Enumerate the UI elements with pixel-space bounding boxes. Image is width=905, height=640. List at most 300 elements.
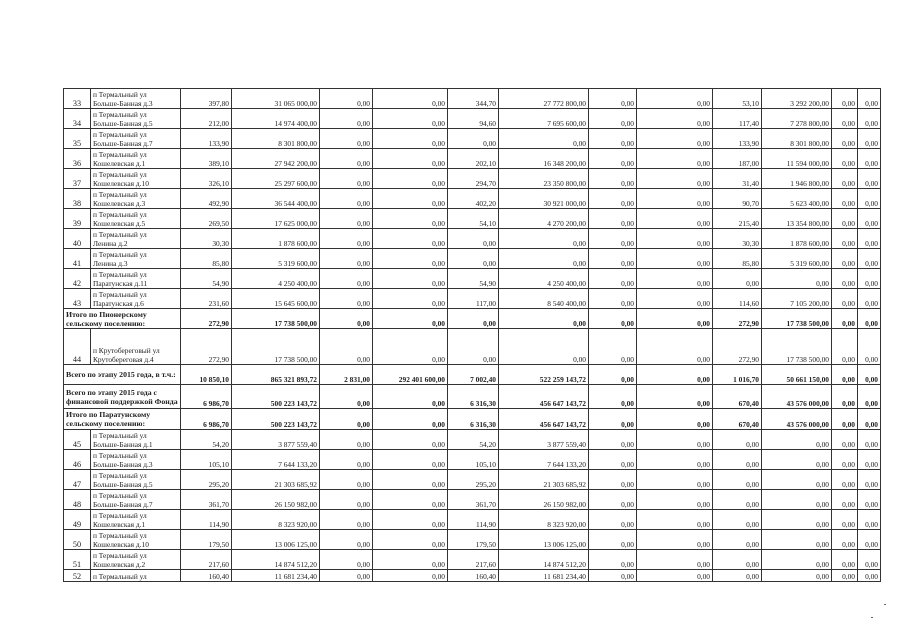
- value-cell: 0,00: [637, 169, 713, 189]
- value-cell: 54,20: [448, 430, 499, 450]
- value-cell: 0,00: [320, 530, 373, 550]
- address-line: Больше-Банная д.7: [93, 139, 153, 148]
- address-line: Кошелевская д.10: [93, 179, 149, 188]
- value-cell: 0,00: [320, 510, 373, 530]
- value-cell: 0,00: [832, 249, 858, 269]
- value-cell: 160,40: [181, 570, 232, 582]
- address-line: п Термальный ул: [93, 150, 147, 159]
- value-cell: 0,00: [448, 309, 499, 329]
- value-cell: 500 223 143,72: [232, 385, 320, 409]
- value-cell: 8 323 920,00: [232, 510, 320, 530]
- value-cell: 0,00: [589, 249, 637, 269]
- value-cell: 0,00: [589, 570, 637, 582]
- value-cell: 0,00: [713, 430, 762, 450]
- address-cell: [91, 289, 181, 309]
- value-cell: 0,00: [858, 89, 881, 109]
- value-cell: 6 316,30: [448, 385, 499, 409]
- address-line: п Термальный ул: [93, 290, 147, 299]
- value-cell: 1 878 600,00: [232, 229, 320, 249]
- value-cell: 670,40: [713, 385, 762, 409]
- value-cell: 0,00: [589, 109, 637, 129]
- value-cell: 269,50: [181, 209, 232, 229]
- value-cell: 0,00: [832, 430, 858, 450]
- value-cell: 0,00: [373, 450, 448, 470]
- value-cell: 361,70: [181, 490, 232, 510]
- value-cell: 0,00: [320, 430, 373, 450]
- scan-mark: [884, 604, 886, 605]
- address-cell: [91, 450, 181, 470]
- value-cell: 21 303 685,92: [232, 470, 320, 490]
- value-cell: 25 297 600,00: [232, 169, 320, 189]
- address-cell: [91, 89, 181, 109]
- value-cell: 0,00: [320, 149, 373, 169]
- value-cell: 17 738 500,00: [232, 309, 320, 329]
- table-row: [64, 329, 881, 365]
- value-cell: 11 594 000,00: [762, 149, 832, 169]
- value-cell: 6 316,30: [448, 409, 499, 430]
- value-cell: 0,00: [637, 385, 713, 409]
- value-cell: 361,70: [448, 490, 499, 510]
- value-cell: 202,10: [448, 149, 499, 169]
- value-cell: 0,00: [320, 289, 373, 309]
- value-cell: 0,00: [637, 89, 713, 109]
- address-cell: [91, 430, 181, 450]
- value-cell: 54,20: [181, 430, 232, 450]
- value-cell: 5 319 600,00: [762, 249, 832, 269]
- subtotal-label: Итого по Пионерскому сельскому поселению:: [64, 309, 181, 329]
- table-row: [64, 490, 881, 510]
- address-line: п Термальный ул: [93, 90, 147, 99]
- value-cell: 231,60: [181, 289, 232, 309]
- row-number: 39: [64, 209, 91, 229]
- row-number: 35: [64, 129, 91, 149]
- value-cell: 30,30: [181, 229, 232, 249]
- value-cell: 4 270 200,00: [499, 209, 589, 229]
- value-cell: 179,50: [448, 530, 499, 550]
- value-cell: 0,00: [589, 450, 637, 470]
- value-cell: 43 576 000,00: [762, 409, 832, 430]
- value-cell: 0,00: [762, 269, 832, 289]
- value-cell: 0,00: [832, 129, 858, 149]
- value-cell: 0,00: [589, 510, 637, 530]
- value-cell: 17 738 500,00: [232, 329, 320, 365]
- value-cell: 456 647 143,72: [499, 409, 589, 430]
- table-row: [64, 209, 881, 229]
- value-cell: 0,00: [832, 309, 858, 329]
- value-cell: 0,00: [589, 209, 637, 229]
- value-cell: 8 301 800,00: [762, 129, 832, 149]
- value-cell: 90,70: [713, 189, 762, 209]
- value-cell: 13 006 125,00: [232, 530, 320, 550]
- address-cell: [91, 109, 181, 129]
- value-cell: 0,00: [320, 309, 373, 329]
- table-row: [64, 249, 881, 269]
- value-cell: 0,00: [832, 269, 858, 289]
- value-cell: 0,00: [637, 450, 713, 470]
- value-cell: 0,00: [448, 329, 499, 365]
- value-cell: 0,00: [320, 129, 373, 149]
- value-cell: 105,10: [181, 450, 232, 470]
- address-line: п Термальный ул: [93, 551, 147, 560]
- value-cell: 17 738 500,00: [762, 309, 832, 329]
- table-row: [64, 570, 881, 582]
- value-cell: 0,00: [320, 269, 373, 289]
- value-cell: 0,00: [320, 409, 373, 430]
- value-cell: 0,00: [832, 530, 858, 550]
- value-cell: 0,00: [589, 409, 637, 430]
- value-cell: 8 540 400,00: [499, 289, 589, 309]
- value-cell: 865 321 893,72: [232, 365, 320, 385]
- address-line: Ленина д.2: [93, 239, 128, 248]
- row-number: 33: [64, 89, 91, 109]
- value-cell: 0,00: [589, 385, 637, 409]
- value-cell: 0,00: [589, 530, 637, 550]
- value-cell: 26 150 982,00: [232, 490, 320, 510]
- value-cell: 117,40: [713, 109, 762, 129]
- total-row: [64, 309, 881, 329]
- value-cell: 0,00: [373, 510, 448, 530]
- table-row: [64, 109, 881, 129]
- value-cell: 1 878 600,00: [762, 229, 832, 249]
- value-cell: 0,00: [858, 365, 881, 385]
- value-cell: 0,00: [320, 89, 373, 109]
- value-cell: 3 292 200,00: [762, 89, 832, 109]
- table-row: [64, 169, 881, 189]
- row-number: 52: [64, 570, 91, 582]
- address-line: п Термальный ул: [93, 491, 147, 500]
- address-cell: [91, 470, 181, 490]
- value-cell: 0,00: [637, 229, 713, 249]
- row-number: 37: [64, 169, 91, 189]
- address-line: п Термальный ул: [93, 110, 147, 119]
- value-cell: 0,00: [858, 189, 881, 209]
- value-cell: 105,10: [448, 450, 499, 470]
- table-row: [64, 470, 881, 490]
- value-cell: 1 946 800,00: [762, 169, 832, 189]
- value-cell: 43 576 000,00: [762, 385, 832, 409]
- value-cell: 0,00: [713, 490, 762, 510]
- value-cell: 0,00: [858, 550, 881, 570]
- row-number: 47: [64, 470, 91, 490]
- value-cell: 292 401 600,00: [373, 365, 448, 385]
- value-cell: 0,00: [373, 169, 448, 189]
- address-cell: [91, 490, 181, 510]
- value-cell: 0,00: [499, 249, 589, 269]
- address-line: Кошелевская д.1: [93, 159, 146, 168]
- value-cell: 14 974 400,00: [232, 109, 320, 129]
- value-cell: 0,00: [589, 189, 637, 209]
- value-cell: 15 645 600,00: [232, 289, 320, 309]
- subtotal-label: Итого по Паратунскому сельскому поселению:: [64, 409, 181, 430]
- value-cell: 0,00: [373, 289, 448, 309]
- value-cell: 114,90: [181, 510, 232, 530]
- value-cell: 0,00: [637, 430, 713, 450]
- housing-program-table: [63, 88, 881, 582]
- value-cell: 344,70: [448, 89, 499, 109]
- value-cell: 0,00: [858, 490, 881, 510]
- address-line: Кошелевская д.2: [93, 560, 146, 569]
- value-cell: 522 259 143,72: [499, 365, 589, 385]
- value-cell: 0,00: [320, 249, 373, 269]
- address-line: п Термальный ул: [93, 130, 147, 139]
- value-cell: 0,00: [637, 530, 713, 550]
- value-cell: 217,60: [181, 550, 232, 570]
- value-cell: 0,00: [589, 430, 637, 450]
- address-line: Больше-Банная д.5: [93, 119, 153, 128]
- address-line: Больше-Банная д.3: [93, 99, 153, 108]
- value-cell: 8 301 800,00: [232, 129, 320, 149]
- value-cell: 0,00: [762, 530, 832, 550]
- value-cell: 0,00: [373, 109, 448, 129]
- value-cell: 0,00: [320, 570, 373, 582]
- value-cell: 0,00: [589, 89, 637, 109]
- value-cell: 0,00: [832, 289, 858, 309]
- value-cell: 0,00: [713, 530, 762, 550]
- value-cell: 0,00: [858, 129, 881, 149]
- value-cell: 0,00: [589, 149, 637, 169]
- total-row: [64, 409, 881, 430]
- value-cell: 0,00: [637, 109, 713, 129]
- value-cell: 85,80: [181, 249, 232, 269]
- value-cell: 0,00: [320, 450, 373, 470]
- address-cell: [91, 129, 181, 149]
- value-cell: 0,00: [858, 309, 881, 329]
- value-cell: 0,00: [858, 530, 881, 550]
- table-row: [64, 89, 881, 109]
- value-cell: 0,00: [832, 329, 858, 365]
- value-cell: 402,20: [448, 189, 499, 209]
- value-cell: 160,40: [448, 570, 499, 582]
- value-cell: 187,00: [713, 149, 762, 169]
- value-cell: 0,00: [858, 229, 881, 249]
- value-cell: 27 772 800,00: [499, 89, 589, 109]
- address-line: п Термальный ул: [93, 190, 147, 199]
- value-cell: 0,00: [858, 385, 881, 409]
- value-cell: 0,00: [320, 490, 373, 510]
- value-cell: 0,00: [637, 365, 713, 385]
- value-cell: 0,00: [373, 385, 448, 409]
- value-cell: 14 874 512,20: [232, 550, 320, 570]
- address-line: п Термальный ул: [93, 230, 147, 239]
- value-cell: 36 544 400,00: [232, 189, 320, 209]
- value-cell: 31 065 000,00: [232, 89, 320, 109]
- value-cell: 2 831,00: [320, 365, 373, 385]
- address-line: п Термальный ул: [93, 431, 147, 440]
- value-cell: 31,40: [713, 169, 762, 189]
- value-cell: 0,00: [637, 409, 713, 430]
- address-cell: [91, 510, 181, 530]
- scan-mark: [871, 617, 873, 618]
- row-number: 46: [64, 450, 91, 470]
- value-cell: 0,00: [832, 409, 858, 430]
- address-line: п Термальный ул: [93, 170, 147, 179]
- value-cell: 0,00: [858, 169, 881, 189]
- value-cell: 13 354 800,00: [762, 209, 832, 229]
- value-cell: 0,00: [713, 570, 762, 582]
- row-number: 51: [64, 550, 91, 570]
- value-cell: 114,60: [713, 289, 762, 309]
- row-number: 50: [64, 530, 91, 550]
- value-cell: 17 625 000,00: [232, 209, 320, 229]
- value-cell: 0,00: [373, 209, 448, 229]
- address-cell: [91, 329, 181, 365]
- address-line: Кошелевская д.10: [93, 540, 149, 549]
- value-cell: 54,90: [448, 269, 499, 289]
- table-row: [64, 149, 881, 169]
- address-cell: [91, 269, 181, 289]
- value-cell: 0,00: [373, 329, 448, 365]
- total-row: [64, 365, 881, 385]
- table-row: [64, 189, 881, 209]
- value-cell: 0,00: [373, 229, 448, 249]
- value-cell: 0,00: [832, 470, 858, 490]
- value-cell: 0,00: [832, 510, 858, 530]
- address-cell: [91, 189, 181, 209]
- value-cell: 8 323 920,00: [499, 510, 589, 530]
- table-row: [64, 129, 881, 149]
- value-cell: 670,40: [713, 409, 762, 430]
- value-cell: 0,00: [832, 550, 858, 570]
- value-cell: 0,00: [858, 269, 881, 289]
- address-line: п Термальный ул: [93, 210, 147, 219]
- value-cell: 30 921 000,00: [499, 189, 589, 209]
- value-cell: 0,00: [589, 329, 637, 365]
- address-line: Кошелевская д.5: [93, 219, 146, 228]
- value-cell: 7 002,40: [448, 365, 499, 385]
- row-number: 49: [64, 510, 91, 530]
- address-line: Больше-Банная д.5: [93, 480, 153, 489]
- value-cell: 0,00: [713, 510, 762, 530]
- value-cell: 0,00: [858, 510, 881, 530]
- value-cell: 27 942 200,00: [232, 149, 320, 169]
- value-cell: 0,00: [858, 109, 881, 129]
- value-cell: 0,00: [320, 329, 373, 365]
- value-cell: 0,00: [589, 129, 637, 149]
- value-cell: 0,00: [637, 329, 713, 365]
- value-cell: 7 105 200,00: [762, 289, 832, 309]
- value-cell: 0,00: [589, 490, 637, 510]
- value-cell: 0,00: [589, 289, 637, 309]
- value-cell: 7 278 800,00: [762, 109, 832, 129]
- value-cell: 0,00: [762, 430, 832, 450]
- value-cell: 0,00: [589, 550, 637, 570]
- value-cell: 0,00: [832, 189, 858, 209]
- value-cell: 0,00: [589, 269, 637, 289]
- value-cell: 0,00: [832, 169, 858, 189]
- table-row: [64, 269, 881, 289]
- value-cell: 0,00: [373, 149, 448, 169]
- value-cell: 0,00: [589, 169, 637, 189]
- address-line: Паратунская д.6: [93, 299, 144, 308]
- value-cell: 0,00: [832, 385, 858, 409]
- row-number: 42: [64, 269, 91, 289]
- value-cell: 0,00: [320, 550, 373, 570]
- address-line: Кошелевская д.3: [93, 199, 146, 208]
- value-cell: 50 661 150,00: [762, 365, 832, 385]
- address-cell: [91, 249, 181, 269]
- value-cell: 0,00: [637, 490, 713, 510]
- value-cell: 397,80: [181, 89, 232, 109]
- value-cell: 0,00: [832, 149, 858, 169]
- value-cell: 0,00: [637, 269, 713, 289]
- value-cell: 0,00: [762, 450, 832, 470]
- value-cell: 0,00: [858, 570, 881, 582]
- value-cell: 5 623 400,00: [762, 189, 832, 209]
- value-cell: 0,00: [320, 109, 373, 129]
- table-row: [64, 229, 881, 249]
- value-cell: 0,00: [373, 530, 448, 550]
- address-cell: [91, 229, 181, 249]
- address-line: п Термальный ул: [93, 250, 147, 259]
- value-cell: 0,00: [499, 129, 589, 149]
- value-cell: 0,00: [762, 570, 832, 582]
- value-cell: 94,60: [448, 109, 499, 129]
- value-cell: 0,00: [373, 189, 448, 209]
- table-row: [64, 430, 881, 450]
- value-cell: 4 250 400,00: [232, 269, 320, 289]
- value-cell: 272,90: [713, 329, 762, 365]
- value-cell: 7 644 133,20: [232, 450, 320, 470]
- value-cell: 0,00: [320, 209, 373, 229]
- value-cell: 0,00: [373, 89, 448, 109]
- value-cell: 4 250 400,00: [499, 269, 589, 289]
- value-cell: 17 738 500,00: [762, 329, 832, 365]
- value-cell: 0,00: [858, 409, 881, 430]
- value-cell: 0,00: [637, 129, 713, 149]
- value-cell: 0,00: [832, 109, 858, 129]
- value-cell: 10 850,10: [181, 365, 232, 385]
- value-cell: 0,00: [373, 550, 448, 570]
- value-cell: 3 877 559,40: [499, 430, 589, 450]
- value-cell: 0,00: [858, 289, 881, 309]
- table-row: [64, 450, 881, 470]
- value-cell: 0,00: [762, 510, 832, 530]
- value-cell: 0,00: [637, 149, 713, 169]
- value-cell: 0,00: [832, 365, 858, 385]
- address-cell: [91, 149, 181, 169]
- address-line: Больше-Банная д.7: [93, 500, 153, 509]
- value-cell: 0,00: [373, 309, 448, 329]
- row-number: 36: [64, 149, 91, 169]
- value-cell: 0,00: [320, 229, 373, 249]
- value-cell: 21 303 685,92: [499, 470, 589, 490]
- value-cell: 0,00: [832, 229, 858, 249]
- value-cell: 0,00: [320, 385, 373, 409]
- value-cell: 0,00: [589, 365, 637, 385]
- value-cell: 0,00: [832, 570, 858, 582]
- address-cell: [91, 530, 181, 550]
- table-row: [64, 289, 881, 309]
- table-row: [64, 530, 881, 550]
- value-cell: 0,00: [499, 309, 589, 329]
- address-line: п Термальный ул: [93, 471, 147, 480]
- value-cell: 0,00: [448, 249, 499, 269]
- value-cell: 295,20: [448, 470, 499, 490]
- address-line: Паратунская д.11: [93, 279, 148, 288]
- value-cell: 0,00: [858, 470, 881, 490]
- value-cell: 0,00: [373, 430, 448, 450]
- row-number: 43: [64, 289, 91, 309]
- value-cell: 16 348 200,00: [499, 149, 589, 169]
- value-cell: 326,10: [181, 169, 232, 189]
- value-cell: 0,00: [832, 89, 858, 109]
- address-line: п Термальный ул: [93, 511, 147, 520]
- address-cell: [91, 570, 181, 582]
- subtotal-label: Всего по этапу 2015 года, в т.ч.:: [64, 365, 181, 385]
- table-row: [64, 510, 881, 530]
- value-cell: 0,00: [499, 229, 589, 249]
- value-cell: 14 874 512,20: [499, 550, 589, 570]
